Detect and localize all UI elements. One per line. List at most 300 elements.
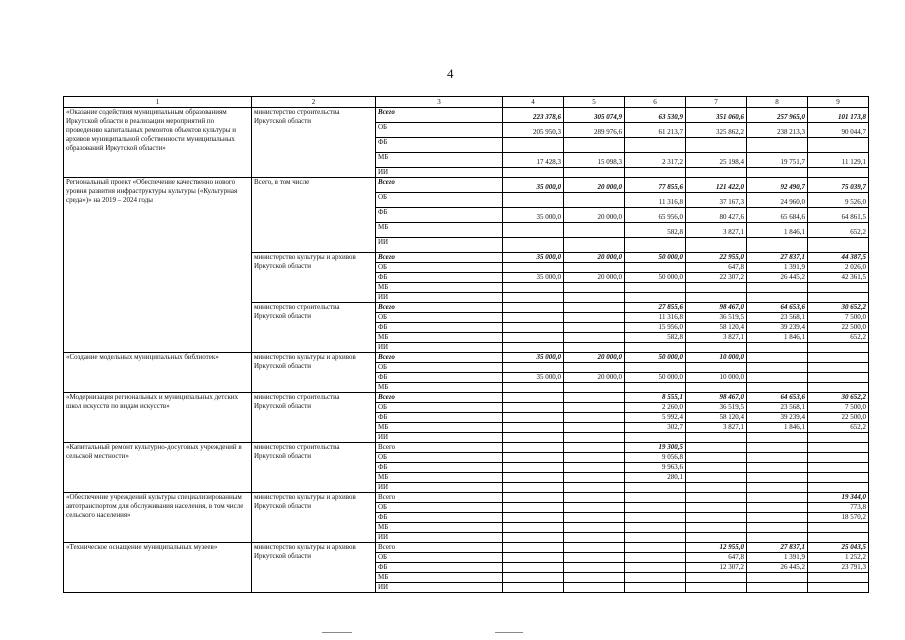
amount-cell: 11 316,8 bbox=[625, 193, 686, 208]
amount-cell bbox=[747, 168, 808, 178]
amount-cell: 26 445,2 bbox=[747, 273, 808, 283]
amount-cell bbox=[503, 313, 564, 323]
responsible-executor: министерство культуры и архивов Иркутской области bbox=[252, 543, 376, 593]
amount-cell: 1 391,9 bbox=[747, 553, 808, 563]
amount-cell bbox=[686, 138, 747, 153]
amount-cell: 35 000,0 bbox=[503, 253, 564, 263]
amount-cell bbox=[747, 483, 808, 493]
amount-cell: 35 000,0 bbox=[503, 353, 564, 363]
amount-cell: 23 568,1 bbox=[747, 313, 808, 323]
amount-cell: 50 000,0 bbox=[625, 273, 686, 283]
amount-cell bbox=[747, 433, 808, 443]
responsible-executor: министерство культуры и архивов Иркутской области bbox=[252, 353, 376, 393]
amount-cell: 65 684,6 bbox=[747, 208, 808, 223]
funding-source: МБ bbox=[376, 523, 503, 533]
amount-cell: 58 120,4 bbox=[686, 323, 747, 333]
funding-source: МБ bbox=[376, 223, 503, 238]
funding-source: ИИ bbox=[376, 343, 503, 353]
amount-cell bbox=[625, 138, 686, 153]
amount-cell bbox=[503, 283, 564, 293]
amount-cell bbox=[503, 223, 564, 238]
amount-cell: 37 167,3 bbox=[686, 193, 747, 208]
scan-mark bbox=[322, 632, 352, 633]
amount-cell: 302,7 bbox=[625, 423, 686, 433]
amount-cell: 1 252,2 bbox=[808, 553, 869, 563]
amount-cell: 9 056,8 bbox=[625, 453, 686, 463]
funding-source: МБ bbox=[376, 473, 503, 483]
amount-cell bbox=[625, 433, 686, 443]
funding-source: ОБ bbox=[376, 313, 503, 323]
funding-source: ОБ bbox=[376, 363, 503, 373]
amount-cell bbox=[503, 393, 564, 403]
amount-cell bbox=[625, 503, 686, 513]
amount-cell bbox=[503, 573, 564, 583]
amount-cell: 39 239,4 bbox=[747, 413, 808, 423]
amount-cell: 64 653,6 bbox=[747, 393, 808, 403]
amount-cell bbox=[747, 383, 808, 393]
amount-cell bbox=[564, 238, 625, 253]
amount-cell bbox=[686, 283, 747, 293]
amount-cell bbox=[747, 523, 808, 533]
measure-description: «Капитальный ремонт культурно-досуговых учреждений в сельской местности» bbox=[64, 443, 252, 493]
amount-cell: 647,8 bbox=[686, 263, 747, 273]
amount-cell: 25 043,5 bbox=[808, 543, 869, 553]
amount-cell bbox=[625, 168, 686, 178]
amount-cell bbox=[808, 473, 869, 483]
page-number: 4 bbox=[447, 66, 454, 81]
amount-cell bbox=[686, 523, 747, 533]
funding-source: Всего bbox=[376, 178, 503, 193]
amount-cell bbox=[564, 413, 625, 423]
amount-cell bbox=[564, 303, 625, 313]
amount-cell: 39 239,4 bbox=[747, 323, 808, 333]
funding-source: ИИ bbox=[376, 238, 503, 253]
amount-cell: 2 026,0 bbox=[808, 263, 869, 273]
amount-cell: 17 428,3 bbox=[503, 153, 564, 168]
amount-cell bbox=[686, 573, 747, 583]
amount-cell: 305 074,9 bbox=[564, 108, 625, 123]
measure-description: «Обеспечение учреждений культуры специализированным автотранспортом для обслуживания населения, в том числе сельского населения» bbox=[64, 493, 252, 543]
amount-cell bbox=[625, 543, 686, 553]
funding-source: ИИ bbox=[376, 293, 503, 303]
amount-cell bbox=[625, 343, 686, 353]
amount-cell bbox=[808, 353, 869, 363]
table-body bbox=[64, 97, 869, 593]
funding-table bbox=[63, 96, 869, 593]
funding-source: ФБ bbox=[376, 513, 503, 523]
amount-cell bbox=[747, 493, 808, 503]
amount-cell: 15 956,0 bbox=[625, 323, 686, 333]
amount-cell: 80 427,6 bbox=[686, 208, 747, 223]
funding-source: ФБ bbox=[376, 373, 503, 383]
amount-cell bbox=[686, 433, 747, 443]
funding-source: ФБ bbox=[376, 138, 503, 153]
amount-cell: 50 000,0 bbox=[625, 353, 686, 363]
amount-cell bbox=[747, 573, 808, 583]
amount-cell bbox=[808, 523, 869, 533]
amount-cell bbox=[503, 543, 564, 553]
amount-cell: 27 837,1 bbox=[747, 543, 808, 553]
amount-cell bbox=[564, 513, 625, 523]
amount-cell bbox=[503, 483, 564, 493]
amount-cell bbox=[808, 363, 869, 373]
amount-cell bbox=[625, 283, 686, 293]
amount-cell bbox=[564, 563, 625, 573]
amount-cell bbox=[564, 483, 625, 493]
amount-cell bbox=[564, 403, 625, 413]
funding-source: МБ bbox=[376, 153, 503, 168]
amount-cell bbox=[747, 443, 808, 453]
amount-cell: 652,2 bbox=[808, 423, 869, 433]
amount-cell bbox=[808, 583, 869, 593]
amount-cell: 2 317,2 bbox=[625, 153, 686, 168]
header-cell: 2 bbox=[252, 97, 376, 108]
amount-cell bbox=[747, 503, 808, 513]
amount-cell bbox=[564, 443, 625, 453]
amount-cell: 30 652,2 bbox=[808, 393, 869, 403]
funding-source: Всего bbox=[376, 108, 503, 123]
amount-cell: 1 391,9 bbox=[747, 263, 808, 273]
amount-cell bbox=[625, 533, 686, 543]
amount-cell bbox=[625, 493, 686, 503]
funding-source: ИИ bbox=[376, 168, 503, 178]
table-row bbox=[64, 178, 869, 193]
amount-cell bbox=[564, 293, 625, 303]
amount-cell bbox=[564, 543, 625, 553]
amount-cell bbox=[808, 283, 869, 293]
amount-cell: 773,8 bbox=[808, 503, 869, 513]
amount-cell: 23 568,1 bbox=[747, 403, 808, 413]
amount-cell bbox=[686, 443, 747, 453]
amount-cell bbox=[686, 293, 747, 303]
amount-cell bbox=[503, 493, 564, 503]
amount-cell bbox=[625, 293, 686, 303]
responsible-executor: министерство строительства Иркутской области bbox=[252, 443, 376, 493]
amount-cell: 35 000,0 bbox=[503, 208, 564, 223]
amount-cell: 280,1 bbox=[625, 473, 686, 483]
amount-cell bbox=[686, 503, 747, 513]
amount-cell: 92 490,7 bbox=[747, 178, 808, 193]
amount-cell: 65 956,0 bbox=[625, 208, 686, 223]
funding-source: ОБ bbox=[376, 123, 503, 138]
amount-cell bbox=[503, 463, 564, 473]
amount-cell: 22 955,0 bbox=[686, 253, 747, 263]
amount-cell: 11 316,8 bbox=[625, 313, 686, 323]
amount-cell: 58 120,4 bbox=[686, 413, 747, 423]
amount-cell: 351 060,6 bbox=[686, 108, 747, 123]
header-cell: 5 bbox=[564, 97, 625, 108]
amount-cell bbox=[564, 523, 625, 533]
amount-cell bbox=[808, 293, 869, 303]
amount-cell: 647,8 bbox=[686, 553, 747, 563]
amount-cell bbox=[686, 383, 747, 393]
amount-cell: 325 862,2 bbox=[686, 123, 747, 138]
amount-cell: 23 791,3 bbox=[808, 563, 869, 573]
amount-cell: 1 846,1 bbox=[747, 333, 808, 343]
funding-source: Всего bbox=[376, 493, 503, 503]
amount-cell bbox=[503, 138, 564, 153]
funding-source: ИИ bbox=[376, 483, 503, 493]
amount-cell: 50 000,0 bbox=[625, 373, 686, 383]
amount-cell: 652,2 bbox=[808, 223, 869, 238]
amount-cell bbox=[503, 193, 564, 208]
header-cell: 4 bbox=[503, 97, 564, 108]
amount-cell: 7 500,0 bbox=[808, 403, 869, 413]
funding-source: ФБ bbox=[376, 208, 503, 223]
amount-cell bbox=[808, 138, 869, 153]
table-row bbox=[64, 493, 869, 503]
amount-cell bbox=[747, 283, 808, 293]
amount-cell: 20 000,0 bbox=[564, 273, 625, 283]
amount-cell bbox=[686, 533, 747, 543]
responsible-executor: министерство строительства Иркутской области bbox=[252, 393, 376, 443]
amount-cell: 75 039,7 bbox=[808, 178, 869, 193]
amount-cell bbox=[747, 373, 808, 383]
amount-cell: 582,8 bbox=[625, 223, 686, 238]
amount-cell: 19 344,0 bbox=[808, 493, 869, 503]
amount-cell bbox=[564, 363, 625, 373]
header-cell: 8 bbox=[747, 97, 808, 108]
funding-source: ОБ bbox=[376, 403, 503, 413]
responsible-executor: министерство культуры и архивов Иркутской области bbox=[252, 493, 376, 543]
table-row bbox=[64, 443, 869, 453]
amount-cell: 25 198,4 bbox=[686, 153, 747, 168]
amount-cell bbox=[564, 138, 625, 153]
amount-cell bbox=[503, 583, 564, 593]
amount-cell: 77 855,6 bbox=[625, 178, 686, 193]
amount-cell bbox=[503, 293, 564, 303]
amount-cell: 64 653,6 bbox=[747, 303, 808, 313]
amount-cell bbox=[564, 583, 625, 593]
amount-cell: 64 861,5 bbox=[808, 208, 869, 223]
funding-source: ИИ bbox=[376, 533, 503, 543]
amount-cell: 98 467,0 bbox=[686, 393, 747, 403]
amount-cell bbox=[503, 433, 564, 443]
amount-cell bbox=[686, 583, 747, 593]
measure-description: «Техническое оснащение муниципальных музеев» bbox=[64, 543, 252, 593]
amount-cell bbox=[808, 168, 869, 178]
funding-source: ОБ bbox=[376, 553, 503, 563]
amount-cell bbox=[686, 483, 747, 493]
amount-cell bbox=[625, 483, 686, 493]
amount-cell bbox=[564, 313, 625, 323]
funding-source: Всего bbox=[376, 353, 503, 363]
amount-cell bbox=[625, 238, 686, 253]
header-cell: 7 bbox=[686, 97, 747, 108]
amount-cell bbox=[503, 263, 564, 273]
amount-cell bbox=[564, 333, 625, 343]
amount-cell: 9 963,6 bbox=[625, 463, 686, 473]
amount-cell: 27 855,6 bbox=[625, 303, 686, 313]
measure-description: «Создание модельных муниципальных библиотек» bbox=[64, 353, 252, 393]
amount-cell: 223 378,6 bbox=[503, 108, 564, 123]
amount-cell bbox=[503, 238, 564, 253]
header-row bbox=[64, 97, 869, 108]
amount-cell: 205 950,3 bbox=[503, 123, 564, 138]
amount-cell bbox=[747, 513, 808, 523]
amount-cell: 3 827,1 bbox=[686, 333, 747, 343]
amount-cell bbox=[747, 583, 808, 593]
amount-cell bbox=[564, 503, 625, 513]
amount-cell: 22 500,0 bbox=[808, 323, 869, 333]
amount-cell bbox=[564, 393, 625, 403]
amount-cell bbox=[808, 383, 869, 393]
amount-cell bbox=[503, 423, 564, 433]
amount-cell: 5 992,4 bbox=[625, 413, 686, 423]
amount-cell bbox=[808, 463, 869, 473]
amount-cell: 35 000,0 bbox=[503, 273, 564, 283]
amount-cell bbox=[503, 533, 564, 543]
amount-cell bbox=[625, 573, 686, 583]
amount-cell bbox=[503, 443, 564, 453]
amount-cell bbox=[747, 343, 808, 353]
amount-cell: 15 098,3 bbox=[564, 153, 625, 168]
amount-cell bbox=[808, 453, 869, 463]
amount-cell bbox=[503, 473, 564, 483]
amount-cell: 22 500,0 bbox=[808, 413, 869, 423]
amount-cell: 2 260,0 bbox=[625, 403, 686, 413]
amount-cell bbox=[503, 303, 564, 313]
amount-cell: 20 000,0 bbox=[564, 353, 625, 363]
funding-source: ИИ bbox=[376, 433, 503, 443]
amount-cell bbox=[503, 343, 564, 353]
amount-cell bbox=[747, 363, 808, 373]
responsible-executor: министерство культуры и архивов Иркутской области bbox=[252, 253, 376, 303]
amount-cell: 3 827,1 bbox=[686, 423, 747, 433]
funding-source: ФБ bbox=[376, 413, 503, 423]
amount-cell bbox=[747, 533, 808, 543]
amount-cell: 63 530,9 bbox=[625, 108, 686, 123]
header-cell: 9 bbox=[808, 97, 869, 108]
amount-cell bbox=[686, 493, 747, 503]
amount-cell bbox=[625, 553, 686, 563]
funding-source: Всего bbox=[376, 543, 503, 553]
funding-source: МБ bbox=[376, 573, 503, 583]
amount-cell: 22 307,2 bbox=[686, 273, 747, 283]
amount-cell bbox=[625, 523, 686, 533]
amount-cell: 90 044,7 bbox=[808, 123, 869, 138]
amount-cell: 20 000,0 bbox=[564, 373, 625, 383]
amount-cell: 238 213,3 bbox=[747, 123, 808, 138]
amount-cell bbox=[503, 403, 564, 413]
amount-cell bbox=[747, 293, 808, 303]
table-row bbox=[64, 393, 869, 403]
funding-source: Всего bbox=[376, 443, 503, 453]
funding-source: Всего bbox=[376, 393, 503, 403]
amount-cell: 8 555,1 bbox=[625, 393, 686, 403]
amount-cell bbox=[564, 193, 625, 208]
funding-source: ФБ bbox=[376, 323, 503, 333]
amount-cell: 3 827,1 bbox=[686, 223, 747, 238]
table-row bbox=[64, 353, 869, 363]
responsible-executor: министерство строительства Иркутской области bbox=[252, 303, 376, 353]
funding-source: ОБ bbox=[376, 193, 503, 208]
amount-cell bbox=[503, 413, 564, 423]
amount-cell bbox=[503, 553, 564, 563]
table-row bbox=[64, 108, 869, 123]
amount-cell bbox=[503, 363, 564, 373]
funding-source: ОБ bbox=[376, 453, 503, 463]
amount-cell bbox=[564, 168, 625, 178]
amount-cell: 30 652,2 bbox=[808, 303, 869, 313]
amount-cell bbox=[503, 453, 564, 463]
amount-cell bbox=[564, 493, 625, 503]
amount-cell: 50 000,0 bbox=[625, 253, 686, 263]
amount-cell: 121 422,0 bbox=[686, 178, 747, 193]
amount-cell bbox=[564, 283, 625, 293]
funding-source: МБ bbox=[376, 423, 503, 433]
amount-cell: 10 000,0 bbox=[686, 373, 747, 383]
amount-cell: 257 965,0 bbox=[747, 108, 808, 123]
amount-cell: 35 000,0 bbox=[503, 178, 564, 193]
amount-cell bbox=[564, 323, 625, 333]
funding-source: МБ bbox=[376, 283, 503, 293]
amount-cell: 1 846,1 bbox=[747, 223, 808, 238]
scan-mark bbox=[495, 632, 523, 633]
amount-cell bbox=[808, 483, 869, 493]
amount-cell bbox=[625, 583, 686, 593]
amount-cell bbox=[564, 463, 625, 473]
amount-cell bbox=[503, 523, 564, 533]
amount-cell bbox=[808, 433, 869, 443]
amount-cell bbox=[625, 563, 686, 573]
amount-cell bbox=[625, 383, 686, 393]
amount-cell bbox=[747, 138, 808, 153]
amount-cell bbox=[625, 513, 686, 523]
funding-source: ФБ bbox=[376, 563, 503, 573]
header-cell: 6 bbox=[625, 97, 686, 108]
amount-cell bbox=[564, 473, 625, 483]
funding-source: МБ bbox=[376, 333, 503, 343]
amount-cell bbox=[808, 238, 869, 253]
amount-cell bbox=[503, 323, 564, 333]
measure-description: Региональный проект «Обеспечение качественно нового уровня развития инфраструктуры культуры («Культурная среда»)» на 2019 – 2024 годы bbox=[64, 178, 252, 353]
amount-cell bbox=[808, 373, 869, 383]
table-row bbox=[64, 543, 869, 553]
funding-source: ФБ bbox=[376, 273, 503, 283]
amount-cell: 24 960,0 bbox=[747, 193, 808, 208]
amount-cell: 19 300,5 bbox=[625, 443, 686, 453]
amount-cell: 20 000,0 bbox=[564, 178, 625, 193]
amount-cell: 27 837,1 bbox=[747, 253, 808, 263]
amount-cell bbox=[564, 383, 625, 393]
amount-cell: 101 173,8 bbox=[808, 108, 869, 123]
amount-cell: 98 467,0 bbox=[686, 303, 747, 313]
amount-cell bbox=[564, 223, 625, 238]
responsible-executor: министерство строительства Иркутской области bbox=[252, 108, 376, 178]
amount-cell: 10 000,0 bbox=[686, 353, 747, 363]
amount-cell: 582,8 bbox=[625, 333, 686, 343]
funding-source: МБ bbox=[376, 383, 503, 393]
amount-cell bbox=[564, 573, 625, 583]
amount-cell bbox=[747, 453, 808, 463]
amount-cell: 652,2 bbox=[808, 333, 869, 343]
amount-cell bbox=[503, 503, 564, 513]
amount-cell bbox=[564, 423, 625, 433]
amount-cell bbox=[503, 383, 564, 393]
amount-cell bbox=[503, 513, 564, 523]
amount-cell: 11 129,1 bbox=[808, 153, 869, 168]
amount-cell bbox=[747, 238, 808, 253]
amount-cell: 18 570,2 bbox=[808, 513, 869, 523]
amount-cell bbox=[686, 168, 747, 178]
amount-cell bbox=[686, 453, 747, 463]
amount-cell: 20 000,0 bbox=[564, 208, 625, 223]
amount-cell: 44 387,5 bbox=[808, 253, 869, 263]
amount-cell bbox=[564, 263, 625, 273]
amount-cell bbox=[564, 433, 625, 443]
header-cell: 1 bbox=[64, 97, 252, 108]
